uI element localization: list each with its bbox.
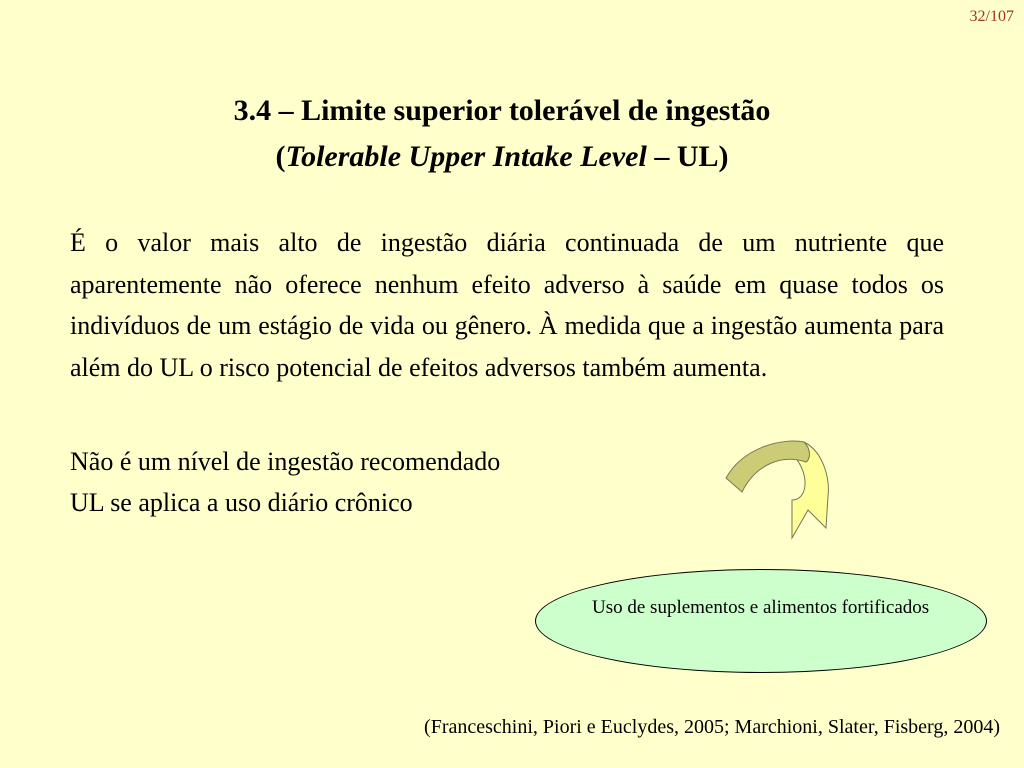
- callout-ellipse: [535, 569, 987, 673]
- curved-arrow-back: [726, 441, 810, 492]
- page-number: 32/107: [969, 8, 1014, 25]
- callout-text: Uso de suplementos e alimentos fortificados: [592, 597, 930, 618]
- title-italic-term: Tolerable Upper Intake Level: [285, 140, 647, 173]
- definition-paragraph: É o valor mais alto de ingestão diária continuada de um nutriente que aparentemente não oferece nenhum efeito adverso à saúde em quase todos os indivíduos de um estágio de vida ou gênero. À medida que a ingestão aumenta para além do UL o risco potencial de efeitos adversos também aumenta.: [70, 228, 944, 382]
- title-abbrev: – UL): [646, 140, 729, 173]
- note-item-2: UL se aplica a uso diário crônico: [70, 488, 413, 517]
- citation: (Franceschini, Piori e Euclydes, 2005; Marchioni, Slater, Fisberg, 2004): [424, 716, 1000, 738]
- title-line-1: 3.4 – Limite superior tolerável de ingestão: [233, 94, 771, 127]
- curved-arrow-icon: [722, 440, 832, 540]
- notes-list: [70, 441, 500, 523]
- title-open-paren: (: [275, 140, 286, 173]
- note-item-1: Não é um nível de ingestão recomendado: [70, 447, 501, 476]
- title-line-2: [0, 134, 1004, 180]
- slide-title: [0, 88, 1004, 180]
